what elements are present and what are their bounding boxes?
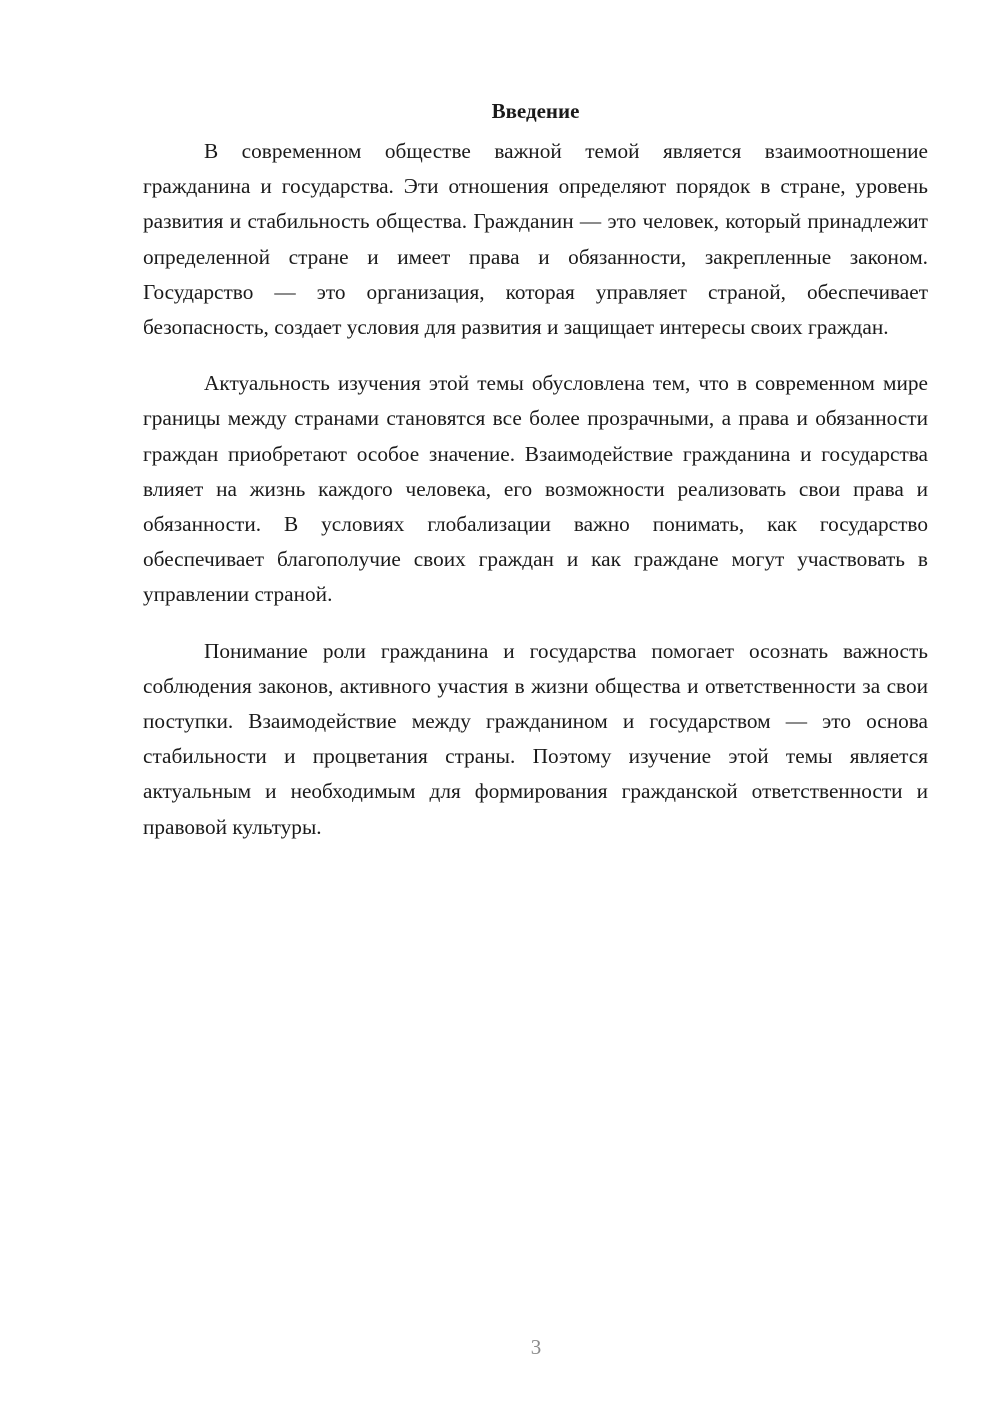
paragraph-1: В современном обществе важной темой является взаимоотношение гражданина и государства. Эти отношения определяют порядок в стране, уровень развития и стабильность общества. Гражданин — это человек, который принадлежит определенной стране и имеет права и обязанности, закрепленные законом. Государство — это организация, которая управляет страной, обеспечивает безопасность, создает условия для развития и защищает интересы своих граждан. bbox=[143, 139, 928, 340]
section-heading: Введение bbox=[491, 99, 580, 123]
paragraph-2: Актуальность изучения этой темы обусловлена тем, что в современном мире границы между странами становятся все более прозрачными, а права и обязанности граждан приобретают особое значение. Взаимодействие гражданина и государства влияет на жизнь каждого человека, его возможности реализовать свои права и обязанности. В условиях глобализации важно понимать, как государство обеспечивает благополучие своих граждан и как граждане могут участвовать в управлении страной. bbox=[143, 371, 928, 607]
page-content bbox=[143, 94, 928, 866]
paragraph-3: Понимание роли гражданина и государства помогает осознать важность соблюдения законов, активного участия в жизни общества и ответственности за свои поступки. Взаимодействие между гражданином и государством — это основа стабильности и процветания страны. Поэтому изучение этой темы является актуальным и необходимым для формирования гражданской ответственности и правовой культуры. bbox=[143, 638, 928, 839]
page-number: 3 bbox=[530, 1335, 542, 1359]
